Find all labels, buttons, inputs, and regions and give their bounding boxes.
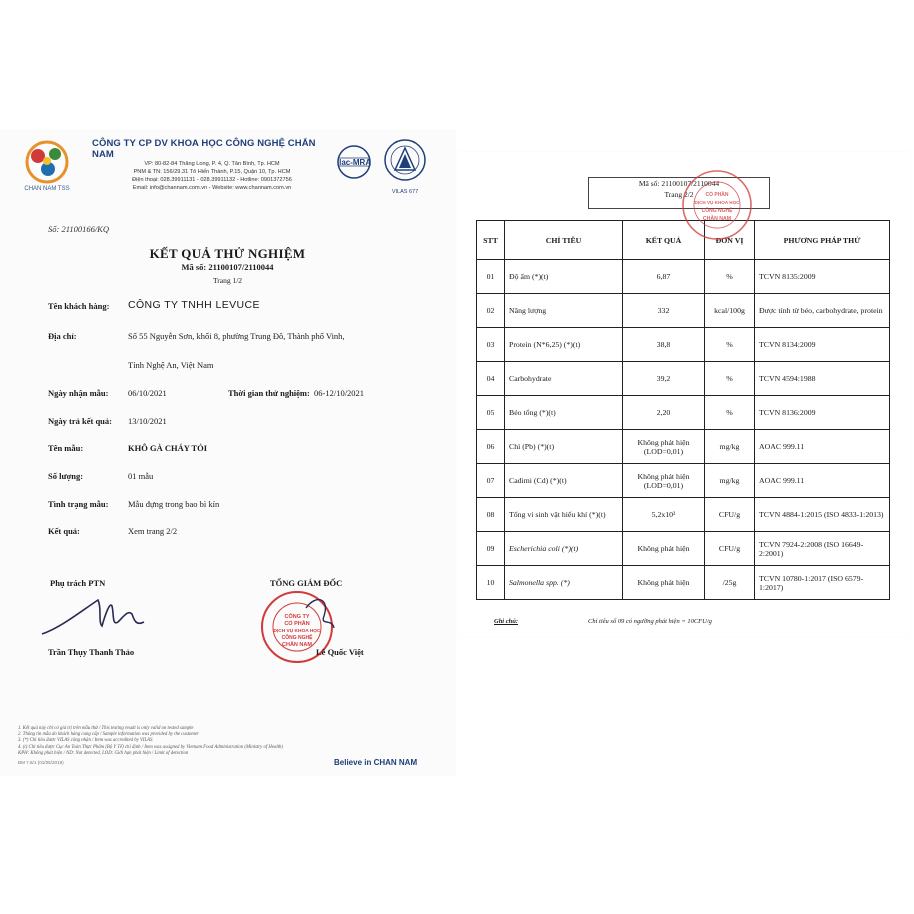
table-row: 09 Escherichia coli (*)(t) Không phát hiện CFU/g TCVN 7924-2:2008 (ISO 16649-2:2001): [477, 532, 890, 566]
svg-text:DỊCH VỤ KHOA HỌC: DỊCH VỤ KHOA HỌC: [273, 629, 321, 634]
col-don-vi: ĐƠN VỊ: [705, 221, 755, 260]
channam-logo: CHAN NAM TSS: [18, 136, 76, 198]
report-code-2: Mã số: 21100107/2110044: [638, 179, 720, 188]
company-phone: Điện thoại: 028.39911131 - 028.39911132 - Hotline: 0901372756: [132, 177, 292, 183]
address-label: Địa chỉ:: [48, 331, 77, 341]
table-row: 02 Năng lượng 332 kcal/100g Được tính từ béo, carbohydrate, protein: [477, 294, 890, 328]
company-header: [92, 138, 332, 192]
ilac-mra-logo: [332, 144, 376, 180]
lab-head-signature: [40, 592, 150, 647]
page-number: Trang 1/2: [212, 276, 243, 285]
return-date: 13/10/2021: [128, 416, 167, 426]
footnotes: 1. Kết quả này chỉ có giá trị trên mẫu thử / This testing result is only valid on tested sample 2. Thông tin mẫu do khách hàng cung cấp / Sample information was provided by the customer 3. (*) Chỉ tiêu được VILAS công nhận / Item was accredited by VILAS 4. (t) Chỉ tiêu được Cục An Toàn Thực Phẩm (Bộ Y Tế) chỉ định / Item was assigned by Vietnam Food Administration (Ministry of Health) KPH: Không phát hiện / ND: Not detected, LOD: Giới hạn phát hiện / Limit of detection: [18, 726, 284, 756]
company-name: CÔNG TY CP DV KHOA HỌC CÔNG NGHỆ CHẮN NAM: [92, 138, 316, 160]
sample-name-label: Tên mẫu:: [48, 443, 84, 453]
lab-head-name: Trần Thụy Thanh Thảo: [48, 647, 135, 657]
col-phuong-phap: PHƯƠNG PHÁP THỬ: [755, 221, 890, 260]
table-row: 10 Salmonella spp. (*) Không phát hiện /25g TCVN 10780-1:2017 (ISO 6579-1:2017): [477, 566, 890, 600]
svg-text:CÔNG NGHỆ: CÔNG NGHỆ: [701, 208, 733, 214]
report-title: KẾT QUẢ THỬ NGHIỆM: [149, 246, 306, 261]
table-row: 04 Carbohydrate 39,2 % TCVN 4594:1988: [477, 362, 890, 396]
sample-name: KHÔ GÀ CHÁY TỎI: [128, 443, 208, 453]
company-email: Email: info@channam.com.vn - Website: www.channam.com.vn: [132, 185, 292, 191]
company-stamp-page-2: [672, 168, 762, 247]
svg-text:CỔ PHẦN: CỔ PHẦN: [284, 621, 310, 627]
sample-status-label: Tình trạng mẫu:: [48, 499, 109, 509]
svg-text:CHẮN NAM: CHẮN NAM: [702, 216, 732, 222]
note-text: Chỉ tiêu số 09 có ngưỡng phát hiện = 10CFU/g: [588, 618, 712, 625]
company-vp: VP: 80-82-84 Thăng Long, P. 4, Q. Tân Bình, Tp. HCM: [144, 161, 280, 167]
table-row: 03 Protein (N*6,25) (*)(t) 38,8 % TCVN 8134:2009: [477, 328, 890, 362]
table-row: 08 Tổng vi sinh vật hiếu khí (*)(t) 5,2x10³ CFU/g TCVN 4884-1:2015 (ISO 4833-1:2013): [477, 498, 890, 532]
report-page-1: [0, 130, 455, 775]
director-name: Lê Quốc Việt: [316, 647, 364, 657]
director-title: TỔNG GIÁM ĐỐC: [270, 578, 343, 588]
address-line-1: Số 55 Nguyễn Sơn, khối 8, phường Trung Đô, Thành phố Vinh,: [128, 331, 345, 341]
note-label: Ghi chú:: [494, 618, 519, 625]
table-row: 07 Cadimi (Cd) (*)(t) Không phát hiện (LOD=0,01) mg/kg AOAC 999.11: [477, 464, 890, 498]
quantity-label: Số lượng:: [48, 471, 84, 481]
quantity: 01 mẫu: [128, 471, 154, 481]
results-table: [476, 220, 890, 600]
lab-head-title: Phụ trách PTN: [50, 578, 106, 588]
customer-name: CÔNG TY TNHH LEVUCE: [128, 299, 260, 311]
col-stt: STT: [477, 221, 505, 260]
sample-status: Mẫu đựng trong bao bì kín: [128, 499, 220, 509]
vilas-logo: VILAS 677: [383, 138, 427, 194]
received-date-label: Ngày nhận mẫu:: [48, 388, 109, 398]
svg-text:CÔNG NGHỆ: CÔNG NGHỆ: [281, 635, 313, 641]
test-period: 06-12/10/2021: [314, 388, 365, 398]
test-period-label: Thời gian thử nghiệm:: [228, 388, 310, 398]
address-line-2: Tỉnh Nghệ An, Việt Nam: [128, 360, 214, 370]
slogan: Believe in CHAN NAM: [334, 758, 418, 767]
customer-label: Tên khách hàng:: [48, 301, 110, 311]
result-label: Kết quả:: [48, 526, 80, 536]
svg-text:DỊCH VỤ KHOA HỌC: DỊCH VỤ KHOA HỌC: [694, 200, 740, 205]
result-value: Xem trang 2/2: [128, 526, 178, 536]
table-row: 01 Độ ẩm (*)(t) 6,87 % TCVN 8135:2009: [477, 260, 890, 294]
report-number: Số: 21100166/KQ: [48, 224, 109, 234]
ilac-text: ilac-MRA: [336, 158, 372, 167]
page-number-2: Trang 2/2: [664, 190, 694, 199]
svg-text:CỔ PHẦN: CỔ PHẦN: [705, 192, 729, 198]
report-code: Mã số: 21100107/2110044: [181, 262, 274, 272]
company-pnm: PNM & TN: 156/29.31 Tô Hiến Thành, P.15, Quận 10, Tp. HCM: [133, 169, 291, 175]
table-row: 05 Béo tổng (*)(t) 2,20 % TCVN 8136:2009: [477, 396, 890, 430]
company-stamp: [258, 588, 336, 671]
return-date-label: Ngày trả kết quả:: [48, 416, 112, 426]
table-row: 06 Chì (Pb) (*)(t) Không phát hiện (LOD=0,01) mg/kg AOAC 999.11: [477, 430, 890, 464]
received-date: 06/10/2021: [128, 388, 167, 398]
svg-text:CHẮN NAM: CHẮN NAM: [282, 642, 312, 648]
svg-text:CÔNG TY: CÔNG TY: [284, 614, 310, 620]
col-ket-qua: KẾT QUẢ: [623, 221, 705, 260]
form-code: BM 7.8/1 (01/05/2019): [18, 760, 64, 765]
col-chi-tieu: CHỈ TIÊU: [505, 221, 623, 260]
